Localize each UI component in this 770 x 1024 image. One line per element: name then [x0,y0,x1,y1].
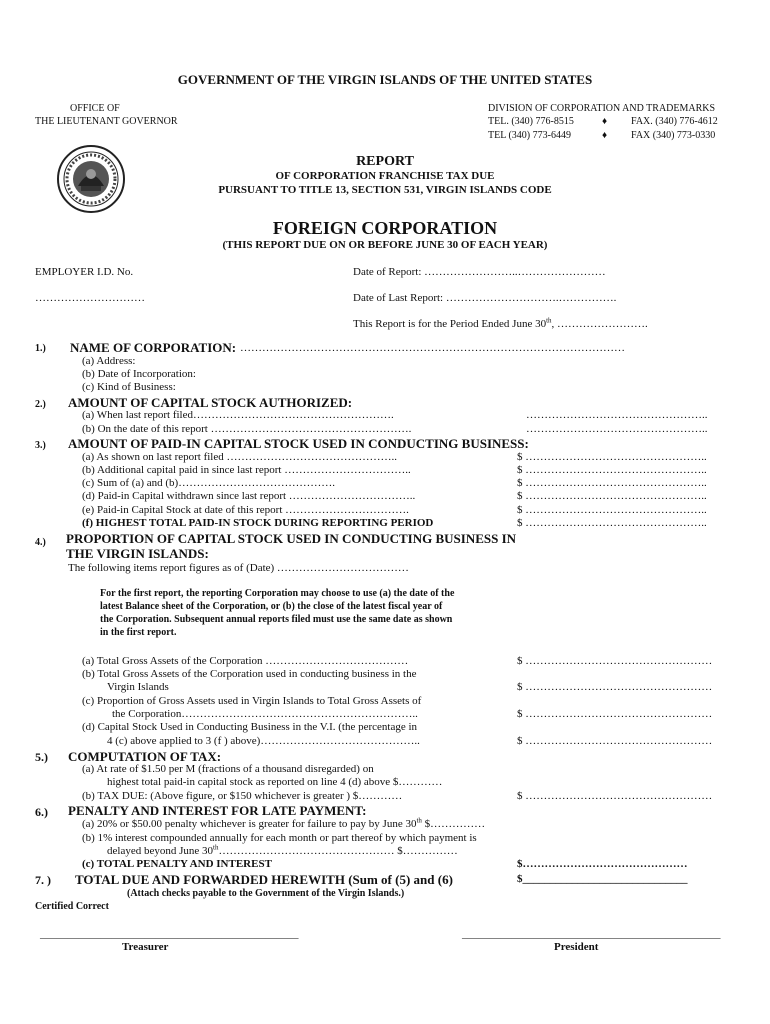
paid-in-amount-c[interactable]: $ ………………………………………….. [517,477,707,489]
fax-1: FAX. (340) 776-4612 [631,116,718,127]
report-title: REPORT [356,154,414,169]
tax-rate-line-1: (a) At rate of $1.50 per M (fractions of a thousand disregarded) on [82,763,374,775]
proportion-line-c1: (c) Proportion of Gross Assets used in Virgin Islands to Total Gross Assets of [82,695,422,707]
section-number: 5.) [35,750,48,764]
corporation-name-field[interactable]: …………………………………………………………………………………………… [240,342,625,354]
note-line-3: the Corporation. Subsequent annual reports filed must use the same date as shown [100,614,453,625]
tax-due-amount[interactable]: $ …………………………………………… [517,790,713,802]
period-ended-field[interactable]: This Report is for the Period Ended June 30th, ……………………. [353,316,648,330]
fax-2: FAX (340) 773-0330 [631,130,716,141]
proportion-line-c2: the Corporation……………………………………………………….. [112,708,418,720]
penalty-line-a: (a) 20% or $50.00 penalty whichever is greater for failure to pay by June 30th $…………… [82,816,486,830]
report-subtitle-2: PURSUANT TO TITLE 13, SECTION 531, VIRGIN ISLANDS CODE [218,184,552,196]
president-signature-line[interactable]: _______________________________________________ [462,928,721,940]
employer-id-label: EMPLOYER I.D. No. [35,266,134,278]
proportion-amount-c[interactable]: $ …………………………………………… [517,708,713,720]
gross-assets-line-a: (a) Total Gross Assets of the Corporation ………………………………… [82,655,409,667]
certified-correct: Certified Correct [35,901,109,912]
note-line-1: For the first report, the reporting Corporation may choose to use (a) the date of the [100,588,455,599]
paid-in-amount-a[interactable]: $ ………………………………………….. [517,451,707,463]
section-6-title: PENALTY AND INTEREST FOR LATE PAYMENT: [68,803,367,818]
due-note: (THIS REPORT DUE ON OR BEFORE JUNE 30 OF EACH YEAR) [222,239,548,251]
treasurer-label: Treasurer [122,941,169,953]
gross-assets-line-b1: (b) Total Gross Assets of the Corporation used in conducting business in the [82,668,417,680]
paid-in-line-f: (f) HIGHEST TOTAL PAID-IN STOCK DURING REPORTING PERIOD [82,517,434,529]
section-number: 3.) [35,440,46,451]
paid-in-line-a: (a) As shown on last report filed ……………………………………….. [82,451,397,463]
capital-used-line-d1: (d) Capital Stock Used in Conducting Business in the V.I. (the percentage in [82,721,418,733]
capital-used-line-d2: 4 (c) above applied to 3 (f ) above)…………………………………….. [107,735,420,747]
division-name: DIVISION OF CORPORATION AND TRADEMARKS [488,103,716,114]
tel-2: TEL (340) 773-6449 [488,130,571,141]
paid-in-amount-d[interactable]: $ ………………………………………….. [517,490,707,502]
authorized-last-amount[interactable]: ………………………………………….. [526,409,708,421]
total-penalty-line: (c) TOTAL PENALTY AND INTEREST [82,858,272,870]
paid-in-amount-f[interactable]: $ ………………………………………….. [517,517,707,529]
tel-1: TEL. (340) 776-8515 [488,116,574,127]
date-of-report-field[interactable]: Date of Report: ……………………..…………………… [353,266,606,278]
section-4-title-1: PROPORTION OF CAPITAL STOCK USED IN CONDUCTING BUSINESS IN [66,531,517,546]
section-number: 7. ) [35,873,51,887]
last-report-filed-line: (a) When last report filed………………………………………………. [82,409,394,421]
kind-of-business-field[interactable]: (c) Kind of Business: [82,381,176,393]
section-3-title: AMOUNT OF PAID-IN CAPITAL STOCK USED IN CONDUCTING BUSINESS: [68,436,529,451]
office-line-2: THE LIEUTENANT GOVERNOR [35,116,178,127]
total-due-amount[interactable]: $______________________________ [517,873,688,885]
paid-in-line-d: (d) Paid-in Capital withdrawn since last report …………………………….. [82,490,416,502]
paid-in-line-c: (c) Sum of (a) and (b)……………………………………. [82,477,335,489]
paid-in-line-b: (b) Additional capital paid in since last report …………………………….. [82,464,411,476]
items-as-of-date-field[interactable]: The following items report figures as of (Date) ……………………………… [68,562,409,574]
office-line-1: OFFICE OF [70,103,120,114]
paid-in-amount-b[interactable]: $ ………………………………………….. [517,464,707,476]
section-number: 2.) [35,399,46,410]
paid-in-line-e: (e) Paid-in Capital Stock at date of this report ……………………………. [82,504,409,516]
authorized-current-amount[interactable]: ………………………………………….. [526,423,708,435]
section-number: 1.) [35,343,46,354]
total-penalty-amount[interactable]: $……………………………………… [517,858,688,870]
gross-assets-amount-b[interactable]: $ …………………………………………… [517,681,713,693]
section-number: 6.) [35,805,48,819]
tax-due-line: (b) TAX DUE: (Above figure, or $150 whichever is greater ) $………… [82,790,403,802]
section-number: 4.) [35,537,46,548]
paid-in-amount-e[interactable]: $ ………………………………………….. [517,504,707,516]
diamond-bullet: ♦ [602,130,608,141]
date-last-report-field[interactable]: Date of Last Report: ………………………….……………. [353,292,617,304]
foreign-corporation-heading: FOREIGN CORPORATION [272,218,498,238]
tax-rate-line-2: highest total paid-in capital stock as reported on line 4 (d) above $………… [107,776,443,788]
capital-used-amount-d[interactable]: $ …………………………………………… [517,735,713,747]
gross-assets-amount-a[interactable]: $ …………………………………………… [517,655,713,667]
section-7-title: TOTAL DUE AND FORWARDED HEREWITH (Sum of (5) and (6) [75,872,453,887]
this-report-line: (b) On the date of this report ………………………………………………. [82,423,412,435]
interest-line-b2: delayed beyond June 30th………………………………………… $…………… [107,843,458,857]
treasurer-signature-line[interactable]: _______________________________________________ [40,928,299,940]
attach-checks-note: (Attach checks payable to the Government of the Virgin Islands.) [127,888,405,899]
address-field[interactable]: (a) Address: [82,355,136,367]
section-1-title: NAME OF CORPORATION: [70,340,237,355]
section-2-title: AMOUNT OF CAPITAL STOCK AUTHORIZED: [68,395,353,410]
diamond-bullet: ♦ [602,116,608,127]
government-title: GOVERNMENT OF THE VIRGIN ISLANDS OF THE UNITED STATES [177,72,593,87]
note-line-2: latest Balance sheet of the Corporation, or (b) the close of the latest fiscal year of [100,601,443,612]
interest-line-b1: (b) 1% interest compounded annually for each month or part thereof by which payment is [82,832,477,844]
section-4-title-2: THE VIRGIN ISLANDS: [66,546,209,561]
section-5-title: COMPUTATION OF TAX: [68,749,222,764]
report-subtitle-1: OF CORPORATION FRANCHISE TAX DUE [275,170,495,182]
gross-assets-line-b2: Virgin Islands [107,681,169,693]
employer-id-field[interactable]: ………………………… [35,292,145,304]
incorporation-date-field[interactable]: (b) Date of Incorporation: [82,368,196,380]
president-label: President [554,941,599,953]
note-line-4: in the first report. [100,627,177,638]
